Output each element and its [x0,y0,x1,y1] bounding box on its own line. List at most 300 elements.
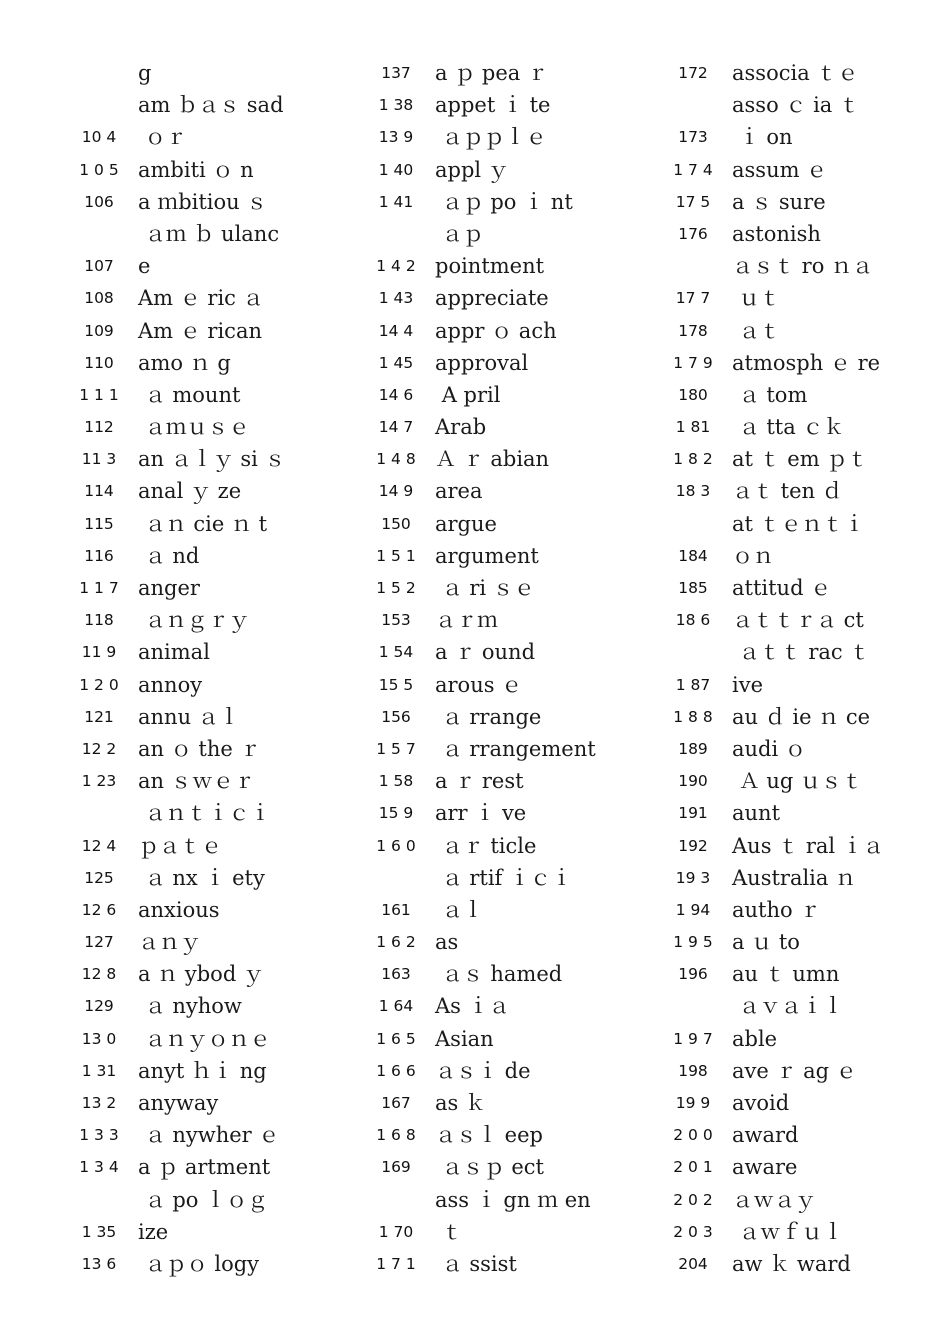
entry-word: at ｔｅｎｔｉ [732,511,865,536]
vocabulary-row [654,863,934,894]
vocabulary-column-3 [654,58,934,1281]
entry-number: 1 3 3 [79,1126,119,1145]
vocabulary-row [357,670,637,701]
entry-word: arous ｅ [435,672,523,697]
entry-word: audi ｏ [732,736,806,761]
vocabulary-row [654,251,934,282]
entry-word: ａ rrange [435,704,542,729]
entry-word: assum ｅ [732,157,828,182]
vocabulary-row [357,187,637,218]
entry-number: 14 6 [378,385,414,404]
entry-word: Australia ｎ [732,865,857,890]
vocabulary-row [654,637,934,668]
entry-number: 1 94 [675,900,711,919]
vocabulary-row [60,219,340,250]
entry-number: 1 0 5 [79,160,119,179]
entry-word: appl ｙ [435,157,509,182]
vocabulary-row [60,251,340,282]
vocabulary-row [60,895,340,926]
entry-word: ａｓｔ ro ｎａ [732,254,874,279]
vocabulary-row [357,637,637,668]
entry-number: 1 5 1 [376,546,416,565]
vocabulary-row [60,1152,340,1183]
entry-word: an ａｌｙ si ｓ [138,447,286,472]
entry-word: ａ rrangement [435,736,596,761]
vocabulary-row [654,959,934,990]
entry-word: ambiti ｏ n [138,157,254,182]
vocabulary-row [357,798,637,829]
entry-number: 18 3 [675,482,711,501]
vocabulary-row [60,187,340,218]
vocabulary-row [654,1056,934,1087]
vocabulary-row [357,444,637,475]
vocabulary-row [654,122,934,153]
entry-number: 17 7 [675,289,711,308]
entry-number: 191 [678,804,708,823]
entry-number: 108 [84,289,114,308]
entry-number: 13 6 [81,1254,117,1273]
entry-word: argument [435,543,539,568]
vocabulary-row [60,348,340,379]
entry-word: approval [435,350,529,375]
entry-word: au ｄ ie ｎ ce [732,704,871,729]
entry-word: area [435,479,483,504]
vocabulary-row [654,1249,934,1280]
entry-number: 198 [678,1061,708,1080]
entry-word: Arab [435,415,487,440]
entry-number: 19 9 [675,1094,711,1112]
entry-number: 1 6 0 [376,836,416,855]
entry-number: 190 [678,772,708,791]
vocabulary-row [357,959,637,990]
entry-word: ａｒｍ [435,608,498,633]
vocabulary-row [60,155,340,186]
vocabulary-row [654,283,934,314]
vocabulary-row [357,895,637,926]
entry-number: 129 [84,997,114,1016]
vocabulary-row [60,1024,340,1055]
entry-number: 1 7 4 [673,160,713,179]
entry-word: an ｓｗｅｒ [138,769,255,794]
vocabulary-row [654,895,934,926]
entry-number: 1 4 8 [376,450,416,469]
vocabulary-row [60,58,340,89]
entry-number: 110 [84,353,114,372]
entry-word: a ｒ ound [435,640,536,665]
entry-number: 1 35 [81,1222,117,1241]
entry-number: 11 9 [81,643,117,662]
vocabulary-row [357,831,637,862]
entry-number: 1 41 [378,192,414,211]
entry-word: animal [138,640,210,665]
entry-number: 18 6 [675,611,711,630]
vocabulary-row [654,412,934,443]
entry-word: a ｐ artment [138,1155,271,1180]
entry-number: 125 [84,868,114,887]
entry-word: attitud ｅ [732,576,832,600]
entry-word: astonish [732,221,821,246]
vocabulary-row [357,58,637,89]
entry-number: 1 7 9 [673,353,713,372]
vocabulary-row [357,251,637,282]
vocabulary-row [654,798,934,829]
vocabulary-row [654,187,934,218]
entry-number: 118 [84,611,114,630]
entry-word: a ｍbitiou ｓ [138,189,268,214]
entry-number: 156 [381,707,411,726]
vocabulary-row [654,541,934,572]
entry-number: 1 9 5 [673,933,713,952]
entry-word: asso ｃ ia ｔ [732,93,860,118]
entry-number: 13 0 [81,1029,117,1048]
vocabulary-row [60,670,340,701]
entry-number: 185 [678,579,708,597]
entry-word: annu ａｌ [138,704,240,729]
entry-word: ass ｉ gn ｍ en [435,1187,591,1212]
entry-number: 180 [678,385,708,404]
entry-word: appreciate [435,286,549,311]
entry-word: e [138,254,151,279]
entry-number: 1 1 7 [79,579,119,597]
vocabulary-row [654,380,934,411]
vocabulary-row [357,476,637,507]
entry-number: 1 58 [378,772,414,791]
vocabulary-row [60,1249,340,1280]
entry-word: a ｒ rest [435,769,524,794]
entry-word: As ｉａ [435,994,510,1019]
entry-word: pointment [435,254,545,279]
entry-word: Am ｅ ric ａ [138,286,264,311]
vocabulary-row [654,573,934,604]
vocabulary-row [654,219,934,250]
entry-number: 11 3 [81,450,117,469]
entry-word: ａｎｔｉｃｉ [138,801,271,826]
entry-number: 2 0 0 [673,1126,713,1145]
entry-number: 189 [678,739,708,758]
entry-word: Am ｅ rican [138,318,262,343]
entry-number: 1 5 7 [376,739,416,758]
entry-word: ａ ssist [435,1251,517,1276]
vocabulary-row [654,58,934,89]
entry-word: Asian [435,1026,494,1051]
entry-word: argue [435,511,497,536]
entry-word: anxious [138,897,220,922]
entry-number: 1 40 [378,160,414,179]
entry-word: aunt [732,801,781,826]
vocabulary-row [357,991,637,1022]
vocabulary-row [60,1185,340,1216]
entry-word: ａ tta ｃｋ [732,415,845,440]
entry-number: 107 [84,257,114,276]
entry-word: ave ｒ ag ｅ [732,1058,857,1083]
vocabulary-row [654,476,934,507]
vocabulary-row [357,283,637,314]
entry-word: Ａ ｒ abian [435,447,550,472]
entry-number: 1 43 [378,289,414,308]
entry-number: 17 5 [675,192,711,211]
entry-word: ａｓｌ eep [435,1123,543,1148]
entry-number: 1 4 2 [376,257,416,276]
entry-number: 14 7 [378,418,414,437]
vocabulary-row [357,1152,637,1183]
vocabulary-row [60,90,340,121]
entry-number: 1 45 [378,353,414,372]
entry-number: 1 8 8 [673,707,713,726]
vocabulary-row [60,927,340,958]
entry-word: ａｔ ten ｄ [732,479,843,504]
entry-word: arr ｉ ve [435,801,527,826]
entry-number: 2 0 2 [673,1190,713,1209]
vocabulary-column-1 [60,58,340,1281]
entry-number: 1 6 2 [376,933,416,952]
vocabulary-row [654,1120,934,1151]
entry-number: 12 2 [81,739,117,758]
vocabulary-row [60,1056,340,1087]
entry-word: ａｖａｉｌ [732,994,844,1019]
entry-word: ａｓｉ de [435,1058,531,1083]
entry-number: 13 9 [378,128,414,147]
vocabulary-row [654,734,934,765]
vocabulary-row [60,476,340,507]
vocabulary-row [60,316,340,347]
vocabulary-row [654,316,934,347]
entry-number: 10 4 [81,128,117,147]
vocabulary-row [60,831,340,862]
entry-word: ize [138,1219,169,1244]
vocabulary-row [654,927,934,958]
entry-word: ａｎ cie ｎ t [138,511,268,536]
entry-number: 1 6 6 [376,1061,416,1080]
entry-word: as [435,930,459,955]
entry-word: ｐａｔｅ [138,833,222,858]
entry-number: 14 4 [378,321,414,340]
entry-number: 161 [381,900,411,919]
vocabulary-row [357,316,637,347]
entry-word: ａｍｕｓｅ [138,415,250,440]
entry-number: 163 [381,965,411,984]
vocabulary-row [357,1088,637,1119]
entry-number: 106 [84,192,114,211]
entry-word: ａｓ hamed [435,962,563,987]
entry-word: ａｔ [732,318,781,343]
entry-word: Aus ｔ ral ｉａ [732,833,884,858]
entry-number: 1 5 2 [376,579,416,597]
vocabulary-column-2 [357,58,637,1281]
entry-number: 204 [678,1254,708,1273]
vocabulary-row [357,1056,637,1087]
entry-word: ａｒ ticle [435,833,537,858]
vocabulary-row [357,219,637,250]
entry-word: aw ｋ ward [732,1251,851,1276]
vocabulary-row [357,1217,637,1248]
entry-number: 112 [84,418,114,437]
entry-number: 1 64 [378,997,414,1016]
entry-word: appr ｏ ach [435,318,557,343]
vocabulary-row [357,927,637,958]
entry-number: 114 [84,482,114,501]
entry-number: 169 [381,1158,411,1177]
entry-number: 1 9 7 [673,1029,713,1048]
entry-number: 2 0 3 [673,1222,713,1241]
entry-word: autho ｒ [732,897,821,922]
vocabulary-row [654,670,934,701]
entry-word: avoid [732,1091,790,1115]
entry-number: 1 54 [378,643,414,662]
entry-number: 1 23 [81,772,117,791]
vocabulary-row [60,1120,340,1151]
entry-word: ａｐ [435,221,484,246]
entry-number: 116 [84,546,114,565]
entry-number: 1 6 5 [376,1029,416,1048]
entry-word: ｔ [435,1219,463,1244]
vocabulary-row [357,1185,637,1216]
entry-number: 12 6 [81,900,117,919]
vocabulary-row [357,1249,637,1280]
vocabulary-row [357,734,637,765]
entry-word: ａ nd [138,543,200,568]
entry-word: anal ｙ ze [138,479,242,504]
vocabulary-row [654,1152,934,1183]
entry-word: amo ｎ g [138,350,231,375]
vocabulary-row [60,766,340,797]
entry-word: ａ rtif ｉｃｉ [435,865,573,890]
vocabulary-row [654,348,934,379]
vocabulary-row [60,959,340,990]
vocabulary-row [357,412,637,443]
entry-word: ａｗａｙ [732,1187,816,1212]
vocabulary-row [60,444,340,475]
entry-number: 184 [678,546,708,565]
entry-number: 1 87 [675,675,711,694]
entry-word: au ｔ umn [732,962,840,987]
entry-word: ａｌ [435,897,484,922]
entry-word: an ｏ the ｒ [138,736,261,761]
entry-number: 1 7 1 [376,1254,416,1273]
vocabulary-row [60,702,340,733]
entry-word: associa ｔｅ [732,61,859,85]
entry-word: ｏｒ [138,125,187,150]
entry-word: ａｐｐｌｅ [435,125,547,150]
entry-word: a ｐ pea ｒ [435,61,548,85]
vocabulary-row [357,702,637,733]
entry-number: 1 3 4 [79,1158,119,1177]
entry-number: 2 0 1 [673,1158,713,1177]
vocabulary-row [357,155,637,186]
vocabulary-row [357,573,637,604]
vocabulary-row [654,90,934,121]
entry-number: 1 81 [675,418,711,437]
entry-number: 12 4 [81,836,117,855]
entry-word: annoy [138,672,203,697]
entry-number: 15 5 [378,675,414,694]
entry-word: ａ mount [138,382,241,407]
vocabulary-row [60,1088,340,1119]
vocabulary-row [60,798,340,829]
entry-word: ｕｔ [732,286,781,311]
entry-word: atmosph ｅ re [732,350,881,375]
entry-number: 1 2 0 [79,675,119,694]
entry-word: ａ nywher ｅ [138,1123,280,1148]
vocabulary-row [60,380,340,411]
vocabulary-row [60,991,340,1022]
entry-word: ａｎｙ [138,930,201,955]
entry-word: ａｎｙｏｎｅ [138,1026,271,1051]
entry-word: ａ nyhow [138,994,242,1019]
entry-word: ａｍ ｂ ulanc [138,221,280,246]
entry-number: 153 [381,611,411,630]
entry-number: 109 [84,321,114,340]
entry-word: ａ nx ｉ ety [138,865,265,890]
vocabulary-row [654,1185,934,1216]
vocabulary-row [60,605,340,636]
entry-word: able [732,1026,778,1051]
vocabulary-row [357,380,637,411]
entry-word: ｉ on [732,125,793,150]
vocabulary-row [357,541,637,572]
entry-number: 14 9 [378,482,414,501]
entry-word: ａ po ｌｏｇ [138,1187,269,1212]
entry-number: 127 [84,933,114,952]
vocabulary-row [60,1217,340,1248]
entry-word: ａｔｔ rac ｔ [732,640,871,665]
vocabulary-row [654,1024,934,1055]
entry-word: award [732,1123,799,1148]
vocabulary-row [357,509,637,540]
entry-number: 172 [678,64,708,82]
entry-word: at ｔ em ｐｔ [732,447,869,472]
entry-word: anyway [138,1091,219,1115]
entry-word: ａｎｇｒｙ [138,608,250,633]
vocabulary-row [60,283,340,314]
vocabulary-row [654,766,934,797]
entry-word: ａｐ po ｉ nt [435,189,573,214]
entry-number: 192 [678,836,708,855]
vocabulary-row [654,605,934,636]
entry-word: ｏｎ [732,543,774,568]
entry-word: a ｓ sure [732,189,826,214]
entry-word: appet ｉ te [435,93,551,118]
entry-number: 115 [84,514,114,533]
vocabulary-row [357,122,637,153]
vocabulary-row [60,573,340,604]
vocabulary-row [654,831,934,862]
entry-word: a ｕ to [732,930,800,955]
entry-number: 167 [381,1094,411,1112]
entry-number: 1 6 8 [376,1126,416,1145]
entry-number: 1 8 2 [673,450,713,469]
vocabulary-row [654,1217,934,1248]
vocabulary-row [357,863,637,894]
entry-number: 178 [678,321,708,340]
vocabulary-row [60,541,340,572]
vocabulary-row [60,637,340,668]
entry-word: ａ tom [732,382,808,407]
entry-word: ive [732,672,764,697]
entry-number: 1 70 [378,1222,414,1241]
entry-number: 150 [381,514,411,533]
entry-word: as ｋ [435,1091,486,1115]
vocabulary-row [357,1024,637,1055]
vocabulary-row [357,90,637,121]
entry-word: a ｎ ybod ｙ [138,962,264,987]
vocabulary-row [357,766,637,797]
vocabulary-row [654,155,934,186]
entry-word: g [138,61,152,85]
entry-number: 1 1 1 [79,385,119,404]
vocabulary-row [654,1088,934,1119]
entry-word: am ｂａｓ sad [138,93,284,118]
entry-word: anyt ｈｉ ng [138,1058,267,1083]
